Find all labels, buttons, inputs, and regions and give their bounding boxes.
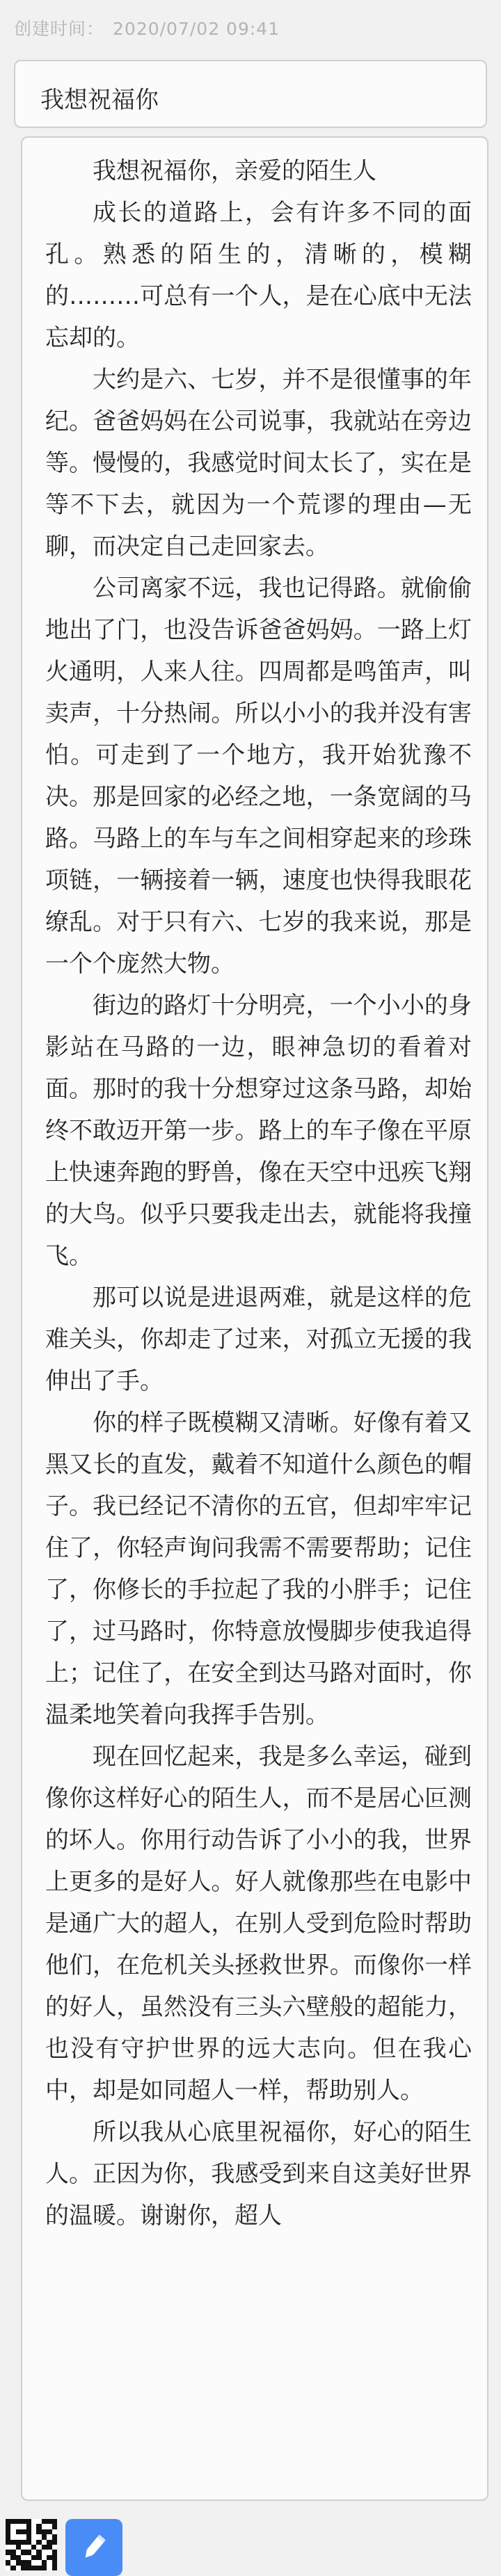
qr-code-icon[interactable] xyxy=(6,2519,57,2570)
paragraph: 你的样子既模糊又清晰。好像有着又黑又长的直发，戴着不知道什么颜色的帽子。我已经记不清你的五官，但却牢牢记住了，你轻声询问我需不需要帮助；记住了，你修长的手拉起了我的小胖手；记住了，过马路时，你特意放慢脚步使我追得上；记住了，在安全到达马路对面时，你温柔地笑着向我挥手告别。 xyxy=(45,1409,472,1729)
title-field[interactable] xyxy=(14,60,487,128)
content-field[interactable] xyxy=(21,136,488,2501)
paragraph: 所以我从心底里祝福你，好心的陌生人。正因为你，我感受到来自这美好世界的温暖。谢谢你，超人 xyxy=(45,2118,472,2230)
paragraph: 公司离家不远，我也记得路。就偷偷地出了门，也没告诉爸爸妈妈。一路上灯火通明，人来人往。四周都是鸣笛声，叫卖声，十分热闹。所以小小的我并没有害怕。可走到了一个地方，我开始犹豫不决。那是回家的必经之地，一条宽阔的马路。马路上的车与车之间相穿起来的珍珠项链，一辆接着一辆，速度也快得我眼花缭乱。对于只有六、七岁的我来说，那是一个个庞然大物。 xyxy=(45,574,472,978)
paragraph: 大约是六、七岁，并不是很懂事的年纪。爸爸妈妈在公司说事，我就站在旁边等。慢慢的，我感觉时间太长了，实在是等不下去，就因为一个荒谬的理由—无聊，而决定自己走回家去。 xyxy=(45,366,472,561)
pencil-icon xyxy=(78,2531,110,2563)
paragraph: 我想祝福你，亲爱的陌生人 xyxy=(93,157,376,185)
edit-button[interactable] xyxy=(65,2519,122,2576)
title-text: 我想祝福你 xyxy=(40,86,159,114)
created-time-label: 创建时间： xyxy=(14,19,105,39)
created-time xyxy=(14,15,280,40)
paragraph: 成长的道路上，会有许多不同的面孔。熟悉的陌生的，清晰的，模糊的………可总有一个人，是在心底中无法忘却的。 xyxy=(45,199,472,352)
paragraph: 那可以说是进退两难，就是这样的危难关头，你却走了过来，对孤立无援的我伸出了手。 xyxy=(45,1284,472,1395)
paragraph: 街边的路灯十分明亮，一个小小的身影站在马路的一边，眼神急切的看着对面。那时的我十分想穿过这条马路，却始终不敢迈开第一步。路上的车子像在平原上快速奔跑的野兽，像在天空中迅疾飞翔的大鸟。似乎只要我走出去，就能将我撞飞。 xyxy=(45,992,472,1270)
created-time-value: 2020/07/02 09:41 xyxy=(113,19,280,39)
paragraph: 现在回忆起来，我是多么幸运，碰到像你这样好心的陌生人，而不是居心叵测的坏人。你用行动告诉了小小的我，世界上更多的是好人。好人就像那些在电影中是通广大的超人，在别人受到危险时帮助他们，在危机关头拯救世界。而像你一样的好人，虽然没有三头六壁般的超能力，也没有守护世界的远大志向。但在我心中，却是如同超人一样，帮助别人。 xyxy=(45,1743,472,2104)
content-body xyxy=(22,150,487,2237)
